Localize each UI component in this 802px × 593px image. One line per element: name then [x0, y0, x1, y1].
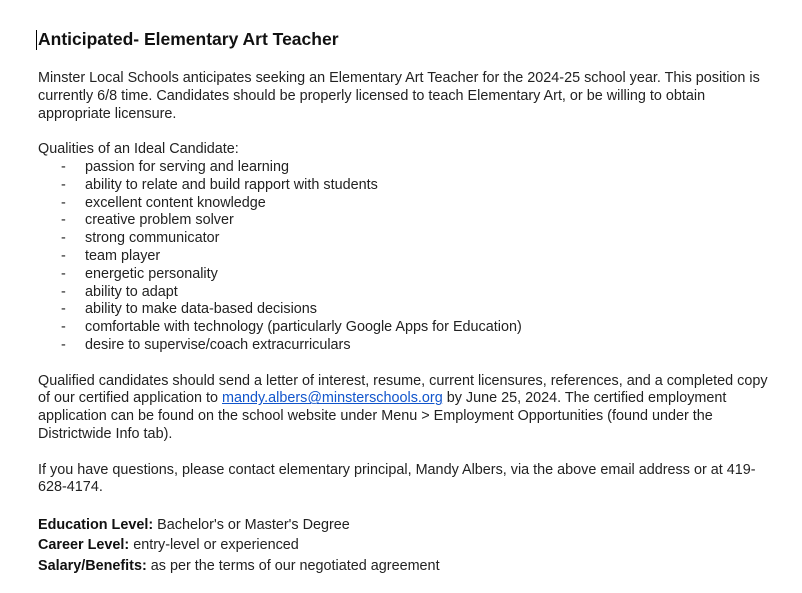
list-item	[38, 230, 778, 248]
list-item	[38, 212, 778, 230]
document-body	[38, 28, 778, 576]
dash-bullet: -	[61, 176, 66, 193]
career-level-value: entry-level or experienced	[129, 537, 299, 554]
list-item-text: comfortable with technology (particularly Google Apps for Education)	[85, 319, 522, 336]
dash-bullet: -	[61, 230, 66, 247]
dash-bullet: -	[61, 265, 66, 282]
list-item	[38, 248, 778, 266]
dash-bullet: -	[61, 301, 66, 318]
list-item-text: ability to relate and build rapport with students	[85, 176, 378, 193]
list-item-text: energetic personality	[85, 265, 218, 282]
list-item-text: passion for serving and learning	[85, 158, 289, 175]
list-item-text: ability to adapt	[85, 283, 178, 300]
list-item	[38, 195, 778, 213]
qualities-list	[38, 159, 778, 355]
education-level-line	[38, 515, 778, 536]
apply-paragraph	[38, 373, 778, 444]
apply-text-after: by June 25, 2024. The certified employment application can be found on the school website under Menu > Employment Opportunities (found under the Districtwide Info tab).	[38, 390, 727, 442]
job-facts	[38, 515, 778, 577]
career-level-line	[38, 535, 778, 556]
list-item	[38, 337, 778, 355]
dash-bullet: -	[61, 283, 66, 300]
dash-bullet: -	[61, 158, 66, 175]
salary-benefits-label: Salary/Benefits:	[38, 557, 147, 574]
list-item-text: ability to make data-based decisions	[85, 301, 317, 318]
dash-bullet: -	[61, 336, 66, 353]
list-item-text: team player	[85, 247, 161, 264]
list-item-text: excellent content knowledge	[85, 194, 266, 211]
education-level-value: Bachelor's or Master's Degree	[153, 516, 350, 533]
list-item	[38, 266, 778, 284]
apply-text-before: Qualified candidates should send a letter of interest, resume, current licensures, references, and a completed copy of our certified application to	[38, 372, 768, 407]
text-cursor	[36, 30, 37, 50]
dash-bullet: -	[61, 247, 66, 264]
list-item-text: strong communicator	[85, 230, 220, 247]
education-level-label: Education Level:	[38, 516, 154, 533]
dash-bullet: -	[61, 194, 66, 211]
list-item	[38, 159, 778, 177]
list-item	[38, 319, 778, 337]
salary-benefits-value: as per the terms of our negotiated agreement	[146, 557, 440, 574]
contact-paragraph: If you have questions, please contact elementary principal, Mandy Albers, via the above email address or at 419-628-4174.	[38, 461, 756, 496]
list-item	[38, 301, 778, 319]
job-title	[38, 28, 778, 50]
salary-benefits-line	[38, 556, 778, 577]
intro-paragraph: Minster Local Schools anticipates seeking an Elementary Art Teacher for the 2024-25 school year. This position is currently 6/8 time. Candidates should be properly licensed to teach Elementary Art, or be willing to obtain appropriate licensure.	[38, 70, 760, 122]
dash-bullet: -	[61, 212, 66, 229]
list-item-text: desire to supervise/coach extracurriculars	[85, 336, 351, 353]
dash-bullet: -	[61, 319, 66, 336]
career-level-label: Career Level:	[38, 537, 130, 554]
list-item-text: creative problem solver	[85, 212, 234, 229]
qualities-heading: Qualities of an Ideal Candidate:	[38, 141, 239, 158]
list-item	[38, 177, 778, 195]
list-item	[38, 284, 778, 302]
email-link[interactable]: mandy.albers@minsterschools.org	[222, 390, 443, 407]
job-title-text: Anticipated- Elementary Art Teacher	[38, 29, 339, 49]
